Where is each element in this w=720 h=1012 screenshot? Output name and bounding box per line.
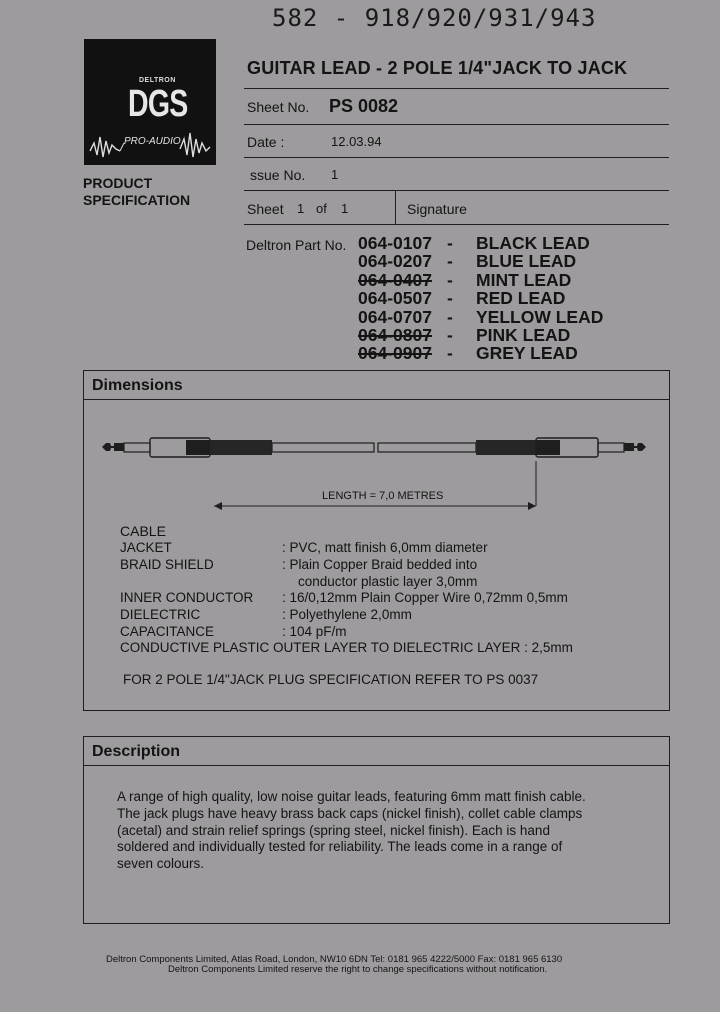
signature-label: Signature <box>407 201 467 217</box>
description-line: The jack plugs have heavy brass back caps (nickel finish), collet cable clamps <box>117 805 583 821</box>
part-number: 064-0107 <box>358 233 432 253</box>
part-dash: - <box>447 288 453 309</box>
description-line: A range of high quality, low noise guitar leads, featuring 6mm matt finish cable. <box>117 789 586 804</box>
part-name: RED LEAD <box>476 288 566 309</box>
part-dash: - <box>447 343 453 364</box>
spec-label: INNER CONDUCTOR <box>120 590 254 605</box>
part-number: 064-0707 <box>358 306 432 327</box>
header-rule <box>244 190 669 191</box>
part-dash: - <box>447 251 453 272</box>
description-body <box>117 789 586 873</box>
refer-line: FOR 2 POLE 1/4"JACK PLUG SPECIFICATION REFER TO PS 0037 <box>123 672 539 687</box>
left-jack-tip <box>102 443 124 451</box>
right-jack-sleeve <box>598 443 624 452</box>
left-jack-sleeve <box>124 443 150 452</box>
issue-label: ssue No. <box>250 167 306 183</box>
left-plug-collar <box>186 440 210 455</box>
logo-deltron-text: DELTRON <box>139 77 176 84</box>
date-value: 12.03.94 <box>331 134 382 149</box>
right-plug-collar <box>536 440 560 455</box>
description-line: soldered and individually tested for reliability. The leads come in a range of <box>117 839 563 855</box>
description-line: seven colours. <box>117 856 205 872</box>
right-strain-relief-spring <box>476 440 536 455</box>
part-number-struck: 064-0407 <box>358 269 432 290</box>
part-number: 064-0507 <box>358 288 432 309</box>
part-number-list <box>358 234 603 363</box>
document-type-line1: PRODUCT <box>83 175 153 191</box>
header-rule <box>244 124 669 125</box>
logo-dgs-text: DGS <box>128 83 188 125</box>
part-number: 064-0207 <box>358 251 432 272</box>
part-dash: - <box>447 306 453 327</box>
part-number-struck: 064-0807 <box>358 325 432 346</box>
description-heading: Description <box>92 743 181 760</box>
description-section <box>83 736 670 924</box>
part-row <box>358 234 603 252</box>
part-row <box>358 271 603 289</box>
footer-disclaimer: Deltron Components Limited reserve the right to change specifications without notification. <box>168 964 548 975</box>
issue-value: 1 <box>331 167 339 182</box>
document-title: GUITAR LEAD - 2 POLE 1/4"JACK TO JACK <box>247 58 628 78</box>
spec-value: : Plain Copper Braid bedded into <box>282 557 478 572</box>
length-arrow-right <box>528 502 536 510</box>
signature-divider <box>395 190 396 224</box>
part-dash: - <box>447 325 453 346</box>
description-line: (acetal) and strain relief springs (spring steel, nickel finish). Each is hand <box>117 822 550 838</box>
conductive-layer-line: CONDUCTIVE PLASTIC OUTER LAYER TO DIELECTRIC LAYER : 2,5mm <box>120 640 573 655</box>
spec-value: : Polyethylene 2,0mm <box>282 607 412 622</box>
sheet-of-label: of <box>316 201 327 216</box>
length-arrow-left <box>214 502 222 510</box>
dimensions-section <box>83 370 670 711</box>
header-rule <box>244 224 669 225</box>
spec-value: : PVC, matt finish 6,0mm diameter <box>282 540 488 555</box>
part-row <box>358 344 603 362</box>
header-rule <box>244 88 669 89</box>
part-row <box>358 289 603 307</box>
spec-label: CAPACITANCE <box>120 624 215 639</box>
part-name: YELLOW LEAD <box>476 306 604 327</box>
part-no-label: Deltron Part No. <box>246 237 347 253</box>
part-name: GREY LEAD <box>476 343 578 364</box>
footer-address: Deltron Components Limited, Atlas Road, London, NW10 6DN Tel: 0181 965 4222/5000 Fax: 0181 965 6130 <box>106 954 563 965</box>
sheet-label: Sheet <box>247 201 284 217</box>
part-name: MINT LEAD <box>476 269 572 290</box>
cable-heading: CABLE <box>120 523 166 539</box>
sheet-no-value: PS 0082 <box>329 96 399 116</box>
spec-label: DIELECTRIC <box>120 607 201 622</box>
part-row <box>358 326 603 344</box>
part-row <box>358 252 603 270</box>
part-dash: - <box>447 233 453 253</box>
sheet-number: 1 <box>297 201 305 216</box>
length-label: LENGTH = 7,0 METRES <box>322 490 444 502</box>
part-name: BLACK LEAD <box>476 233 590 253</box>
left-strain-relief-spring <box>210 440 272 455</box>
spec-value: : 16/0,12mm Plain Copper Wire 0,72mm 0,5mm <box>282 590 568 605</box>
part-name: PINK LEAD <box>476 325 571 346</box>
header-rule <box>244 157 669 158</box>
document-type <box>83 175 190 209</box>
spec-label: JACKET <box>120 540 172 555</box>
spec-value: : 104 pF/m <box>282 624 347 639</box>
document-type-line2: SPECIFICATION <box>83 192 191 208</box>
handwritten-reference: 582 - 918/920/931/943 <box>272 4 597 32</box>
dimensions-heading: Dimensions <box>92 377 183 394</box>
date-label: Date : <box>247 134 285 150</box>
cable-left-segment <box>272 443 374 452</box>
part-row <box>358 308 603 326</box>
part-name: BLUE LEAD <box>476 251 577 272</box>
right-jack-tip <box>624 443 646 451</box>
part-number-struck: 064-0907 <box>358 343 432 364</box>
spec-value: conductor plastic layer 3,0mm <box>298 574 478 589</box>
description-header <box>84 737 669 766</box>
logo-tagline: PRO-AUDIO <box>124 136 181 147</box>
dgs-logo <box>84 39 216 165</box>
spec-label: BRAID SHIELD <box>120 557 214 572</box>
sheet-total: 1 <box>341 201 349 216</box>
sheet-no-label: Sheet No. <box>247 99 310 115</box>
part-dash: - <box>447 269 453 290</box>
cable-right-segment <box>378 443 476 452</box>
